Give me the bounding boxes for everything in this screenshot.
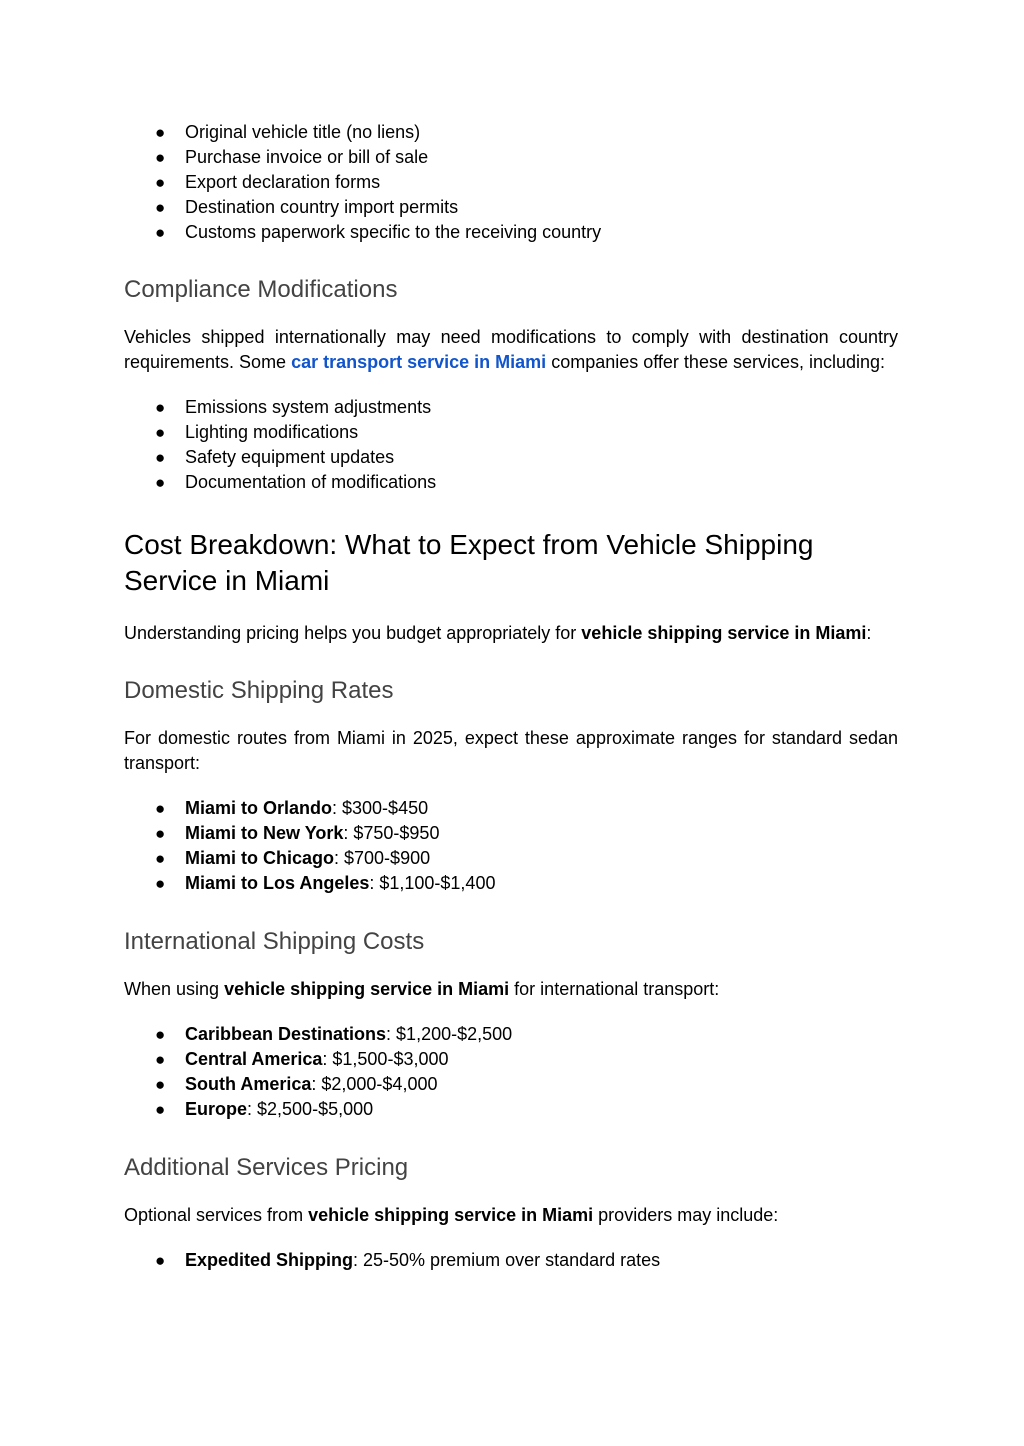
bullet-icon: ● [155,123,166,142]
domestic-rates-list [124,796,898,896]
bullet-icon: ● [155,173,166,192]
bullet-icon: ● [155,198,166,217]
list-item: ● Export declaration forms [124,170,898,195]
list-item: ● Lighting modifications [124,420,898,445]
bullet-icon: ● [155,824,166,843]
list-item: ● Miami to Chicago: $700-$900 [124,846,898,871]
bullet-icon: ● [155,849,166,868]
compliance-heading: Compliance Modifications [124,276,398,303]
compliance-paragraph: Vehicles shipped internationally may need modifications to comply with destination country requirements. Some car transport service in Miami companies offer these services, including: [124,327,898,372]
bullet-icon: ● [155,148,166,167]
bullet-icon: ● [155,1025,166,1044]
international-paragraph: When using vehicle shipping service in Miami for international transport: [124,979,720,999]
list-item: ● Miami to Orlando: $300-$450 [124,796,898,821]
list-item: ● Safety equipment updates [124,445,898,470]
bullet-icon: ● [155,1100,166,1119]
list-item: ● Original vehicle title (no liens) [124,120,898,145]
list-item: ● Central America: $1,500-$3,000 [124,1047,898,1072]
bullet-icon: ● [155,448,166,467]
list-item: ● Expedited Shipping: 25-50% premium over standard rates [124,1248,898,1273]
list-item: ● Europe: $2,500-$5,000 [124,1097,898,1122]
document-page [124,120,898,1273]
additional-paragraph: Optional services from vehicle shipping service in Miami providers may include: [124,1205,779,1225]
bullet-icon: ● [155,473,166,492]
list-item: ● Customs paperwork specific to the receiving country [124,220,898,245]
list-item: ● Miami to Los Angeles: $1,100-$1,400 [124,871,898,896]
list-item: ● Purchase invoice or bill of sale [124,145,898,170]
cost-intro-paragraph: Understanding pricing helps you budget appropriately for vehicle shipping service in Miami: [124,623,872,643]
international-heading: International Shipping Costs [124,928,425,955]
bullet-icon: ● [155,423,166,442]
additional-services-list [124,1248,898,1273]
bullet-icon: ● [155,799,166,818]
domestic-heading: Domestic Shipping Rates [124,677,394,704]
compliance-list [124,395,898,495]
additional-heading: Additional Services Pricing [124,1154,409,1181]
bullet-icon: ● [155,223,166,242]
cost-breakdown-heading: Cost Breakdown: What to Expect from Vehicle Shipping Service in Miami [124,529,814,596]
bullet-icon: ● [155,1251,166,1270]
bullet-icon: ● [155,1075,166,1094]
list-item: ● South America: $2,000-$4,000 [124,1072,898,1097]
bullet-icon: ● [155,398,166,417]
list-item: ● Miami to New York: $750-$950 [124,821,898,846]
list-item: ● Documentation of modifications [124,470,898,495]
car-transport-link[interactable]: car transport service in Miami [291,352,547,372]
list-item: ● Emissions system adjustments [124,395,898,420]
required-documents-list [124,120,898,245]
bullet-icon: ● [155,874,166,893]
list-item: ● Caribbean Destinations: $1,200-$2,500 [124,1022,898,1047]
bullet-icon: ● [155,1050,166,1069]
list-item: ● Destination country import permits [124,195,898,220]
international-costs-list [124,1022,898,1122]
domestic-paragraph: For domestic routes from Miami in 2025, expect these approximate ranges for standard sedan transport: [124,728,898,773]
